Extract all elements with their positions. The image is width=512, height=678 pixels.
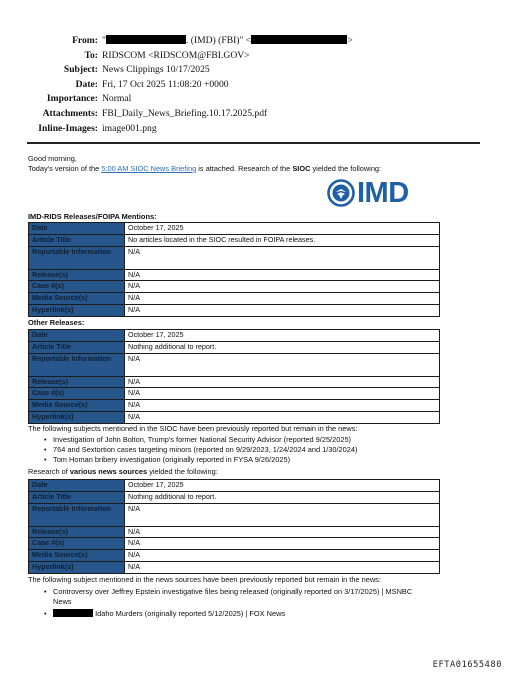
key-title: Article Title (29, 234, 125, 246)
value-date: October 17, 2025 (125, 223, 440, 235)
redaction-bar (53, 609, 93, 617)
to-value: RIDSCOM <RIDSCOM@FBI.GOV> (102, 49, 250, 61)
table-row (29, 550, 440, 562)
email-header (28, 34, 488, 136)
date-label: Date: (75, 78, 98, 90)
value-media: N/A (125, 550, 440, 562)
key-hyperlink: Hyperlink(s) (29, 304, 125, 316)
value-date: October 17, 2025 (125, 330, 440, 342)
list-item: • Investigation of John Bolton, Trump's former National Security Advisor (reported 9/25/2025) (44, 435, 474, 445)
intro-mid: is attached. Research of the (196, 164, 293, 173)
key-media: Media Source(s) (29, 550, 125, 562)
intro-post: yielded the following: (310, 164, 382, 173)
section-heading-other: Other Releases: (28, 318, 85, 327)
inline-images-row (28, 122, 488, 137)
key-hyperlink: Hyperlink(s) (29, 561, 125, 573)
other-releases-table (28, 329, 440, 424)
intro-bold: SIOC (292, 164, 311, 173)
value-case: N/A (125, 388, 440, 400)
table-row (29, 304, 440, 316)
list-item-text-cont: News (53, 597, 72, 607)
table-row (29, 538, 440, 550)
key-title: Article Title (29, 341, 125, 353)
sioc-previous-list (44, 435, 474, 466)
value-media: N/A (125, 400, 440, 412)
attachments-label: Attachments: (42, 107, 98, 119)
date-row (28, 78, 488, 93)
inline-images-value: image001.png (102, 122, 157, 134)
table-row (29, 330, 440, 342)
list-item: • Tom Homan bribery investigation (originally reported in FYSA 9/26/2025) (44, 455, 474, 465)
value-title: No articles located in the SIOC resulted in FOIPA releases. (125, 234, 440, 246)
value-release: N/A (125, 376, 440, 388)
list-item (44, 587, 474, 607)
fbi-seal-icon (327, 179, 355, 207)
research-post: yielded the following: (147, 467, 218, 476)
value-title: Nothing additional to report. (125, 341, 440, 353)
news-sources-table (28, 479, 440, 574)
from-label: From: (72, 35, 98, 46)
subject-label: Subject: (63, 64, 98, 76)
subject-row (28, 63, 488, 78)
value-title: Nothing additional to report. (125, 491, 440, 503)
table-row (29, 561, 440, 573)
news-previous-list (44, 587, 474, 620)
list-item-text: Idaho Murders (originally reported 5/12/2025) | FOX News (95, 609, 286, 619)
value-case: N/A (125, 281, 440, 293)
value-media: N/A (125, 293, 440, 305)
table-row (29, 400, 440, 412)
inline-images-label: Inline-Images: (38, 122, 98, 134)
value-hyperlink: N/A (125, 411, 440, 423)
importance-value: Normal (102, 93, 132, 105)
value-hyperlink: N/A (125, 561, 440, 573)
value-reportable: N/A (125, 353, 440, 376)
table-row (29, 376, 440, 388)
list-item: • 764 and Sextortion cases targeting minors (reported on 9/29/2023, 1/24/2024 and 1/30/2024) (44, 445, 474, 455)
from-quote: " (102, 35, 106, 46)
key-date: Date (29, 480, 125, 492)
attachments-value[interactable]: FBI_Daily_News_Briefing.10.17.2025.pdf (102, 107, 268, 119)
table-row (29, 341, 440, 353)
value-hyperlink: N/A (125, 304, 440, 316)
table-row (29, 281, 440, 293)
key-date: Date (29, 330, 125, 342)
header-divider (27, 142, 480, 144)
table-row (29, 353, 440, 376)
table-row (29, 480, 440, 492)
key-case: Case #(s) (29, 281, 125, 293)
foipa-table (28, 222, 440, 317)
table-row (29, 293, 440, 305)
table-row (29, 223, 440, 235)
briefing-link[interactable]: 5:00 AM SIOC News Briefing (101, 164, 197, 173)
to-row (28, 49, 488, 64)
intro-line (28, 164, 482, 174)
key-media: Media Source(s) (29, 400, 125, 412)
from-value (102, 34, 488, 49)
key-release: Release(s) (29, 376, 125, 388)
key-release: Release(s) (29, 269, 125, 281)
document-id: EFTA01655480 (432, 660, 502, 670)
greeting: Good morning, (28, 154, 77, 163)
imd-logo (327, 177, 427, 209)
value-release: N/A (125, 526, 440, 538)
table-row (29, 234, 440, 246)
list-item-text: Controversy over Jeffrey Epstein investigative files being released (originally reported on 3/17/2025) | MSNBC (53, 587, 413, 596)
to-label: To: (84, 49, 98, 61)
value-reportable: N/A (125, 246, 440, 269)
key-title: Article Title (29, 491, 125, 503)
news-previous-text: The following subject mentioned in the news sources have been previously reported but remain in the news: (28, 575, 381, 584)
key-release: Release(s) (29, 526, 125, 538)
from-mid: . (IMD) (FBI)" < (185, 35, 252, 46)
section-heading-foipa: IMD-RIDS Releases/FOIPA Mentions: (28, 212, 157, 221)
value-release: N/A (125, 269, 440, 281)
importance-row (28, 92, 488, 107)
subject-value: News Clippings 10/17/2025 (102, 64, 210, 76)
importance-label: Importance: (46, 93, 98, 105)
attachments-row (28, 107, 488, 122)
table-row (29, 246, 440, 269)
value-case: N/A (125, 538, 440, 550)
key-reportable: Reportable Information (29, 503, 125, 526)
key-date: Date (29, 223, 125, 235)
email-body-intro (28, 154, 482, 174)
from-suffix: > (347, 35, 353, 46)
table-row (29, 411, 440, 423)
sioc-previous-text: The following subjects mentioned in the SIOC have been previously reported but remain in the news: (28, 424, 358, 433)
table-row (29, 491, 440, 503)
redaction-bar (106, 35, 186, 44)
date-value: Fri, 17 Oct 2025 11:08:20 +0000 (102, 78, 229, 90)
from-row (28, 34, 488, 49)
value-reportable: N/A (125, 503, 440, 526)
table-row (29, 503, 440, 526)
table-row (29, 269, 440, 281)
value-date: October 17, 2025 (125, 480, 440, 492)
research-bold: various news sources (69, 467, 148, 476)
key-media: Media Source(s) (29, 293, 125, 305)
list-item (44, 609, 474, 619)
logo-text: IMD (357, 177, 409, 209)
research-pre: Research of (28, 467, 70, 476)
intro-pre: Today's version of the (28, 164, 102, 173)
key-reportable: Reportable Information (29, 353, 125, 376)
table-row (29, 526, 440, 538)
key-case: Case #(s) (29, 538, 125, 550)
table-row (29, 388, 440, 400)
key-case: Case #(s) (29, 388, 125, 400)
research-line (28, 467, 482, 477)
key-reportable: Reportable Information (29, 246, 125, 269)
redaction-bar (251, 35, 347, 44)
key-hyperlink: Hyperlink(s) (29, 411, 125, 423)
